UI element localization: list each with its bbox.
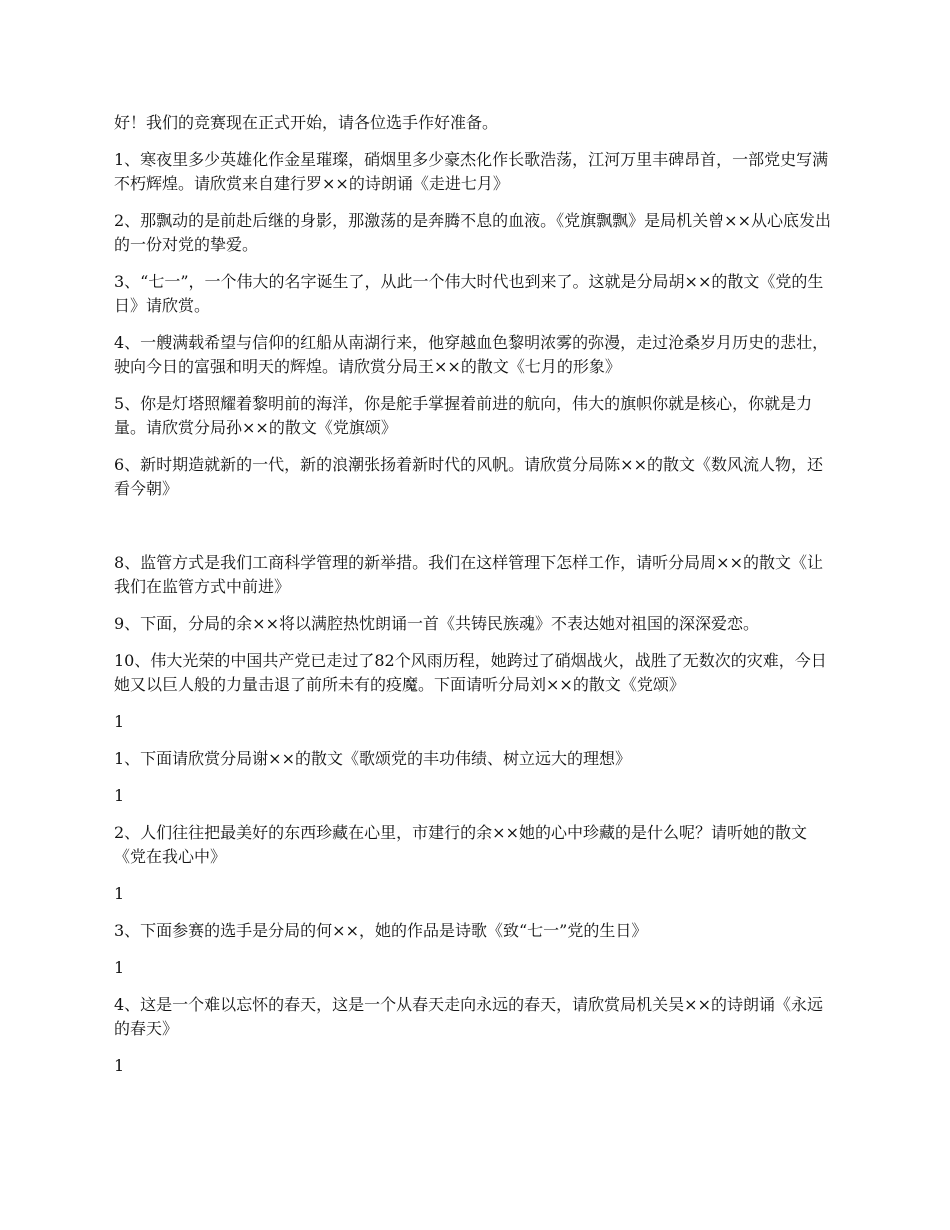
paragraph-item-b1: 1、下面请欣赏分局谢××的散文《歌颂党的丰功伟绩、树立远大的理想》 — [114, 749, 631, 768]
paragraph-item-b2: 2、人们往往把最美好的东西珍藏在心里，市建行的余××她的心中珍藏的是什么呢？请听她的散文《党在我心中》 — [114, 823, 807, 866]
paragraph-item-10: 10、伟大光荣的中国共产党已走过了82个风雨历程，她跨过了硝烟战火，战胜了无数次的灾难，今日她又以巨人般的力量击退了前所未有的疫魔。下面请听分局刘××的散文《党颂》 — [114, 651, 827, 694]
page-marker: 1 — [114, 712, 125, 731]
paragraph-item-8: 8、监管方式是我们工商科学管理的新举措。我们在这样管理下怎样工作，请听分局周××的散文《让我们在监管方式中前进》 — [114, 553, 823, 596]
page-marker: 1 — [114, 1056, 125, 1075]
paragraph-item-b4: 4、这是一个难以忘怀的春天，这是一个从春天走向永远的春天，请欣赏局机关吴××的诗朗诵《永远的春天》 — [114, 995, 823, 1038]
paragraph-item-b3: 3、下面参赛的选手是分局的何××，她的作品是诗歌《致“七一”党的生日》 — [114, 921, 648, 940]
paragraph-item-6: 6、新时期造就新的一代，新的浪潮张扬着新时代的风帆。请欣赏分局陈××的散文《数风流人物，还看今朝》 — [114, 455, 823, 498]
blank-gap — [114, 514, 838, 551]
intro-paragraph: 好！我们的竞赛现在正式开始，请各位选手作好准备。 — [114, 113, 499, 132]
page-marker: 1 — [114, 786, 125, 805]
page-marker: 1 — [114, 958, 125, 977]
paragraph-item-3: 3、“七一”，一个伟大的名字诞生了，从此一个伟大时代也到来了。这就是分局胡××的散文《党的生日》请欣赏。 — [114, 272, 824, 315]
paragraph-item-5: 5、你是灯塔照耀着黎明前的海洋，你是舵手掌握着前进的航向，伟大的旗帜你就是核心，你就是力量。请欣赏分局孙××的散文《党旗颂》 — [114, 394, 813, 437]
paragraph-item-2: 2、那飘动的是前赴后继的身影，那激荡的是奔腾不息的血液。《党旗飘飘》是局机关曾××从心底发出的一份对党的挚爱。 — [114, 211, 831, 254]
paragraph-item-1: 1、寒夜里多少英雄化作金星璀璨，硝烟里多少豪杰化作长歌浩荡，江河万里丰碑昂首，一部党史写满不朽辉煌。请欣赏来自建行罗××的诗朗诵《走进七月》 — [114, 150, 829, 193]
page-marker: 1 — [114, 884, 125, 903]
paragraph-item-4: 4、一艘满载希望与信仰的红船从南湖行来，他穿越血色黎明浓雾的弥漫，走过沧桑岁月历史的悲壮，驶向今日的富强和明天的辉煌。请欣赏分局王××的散文《七月的形象》 — [114, 333, 829, 376]
paragraph-item-9: 9、下面，分局的余××将以满腔热忱朗诵一首《共铸民族魂》不表达她对祖国的深深爱恋。 — [114, 614, 759, 633]
